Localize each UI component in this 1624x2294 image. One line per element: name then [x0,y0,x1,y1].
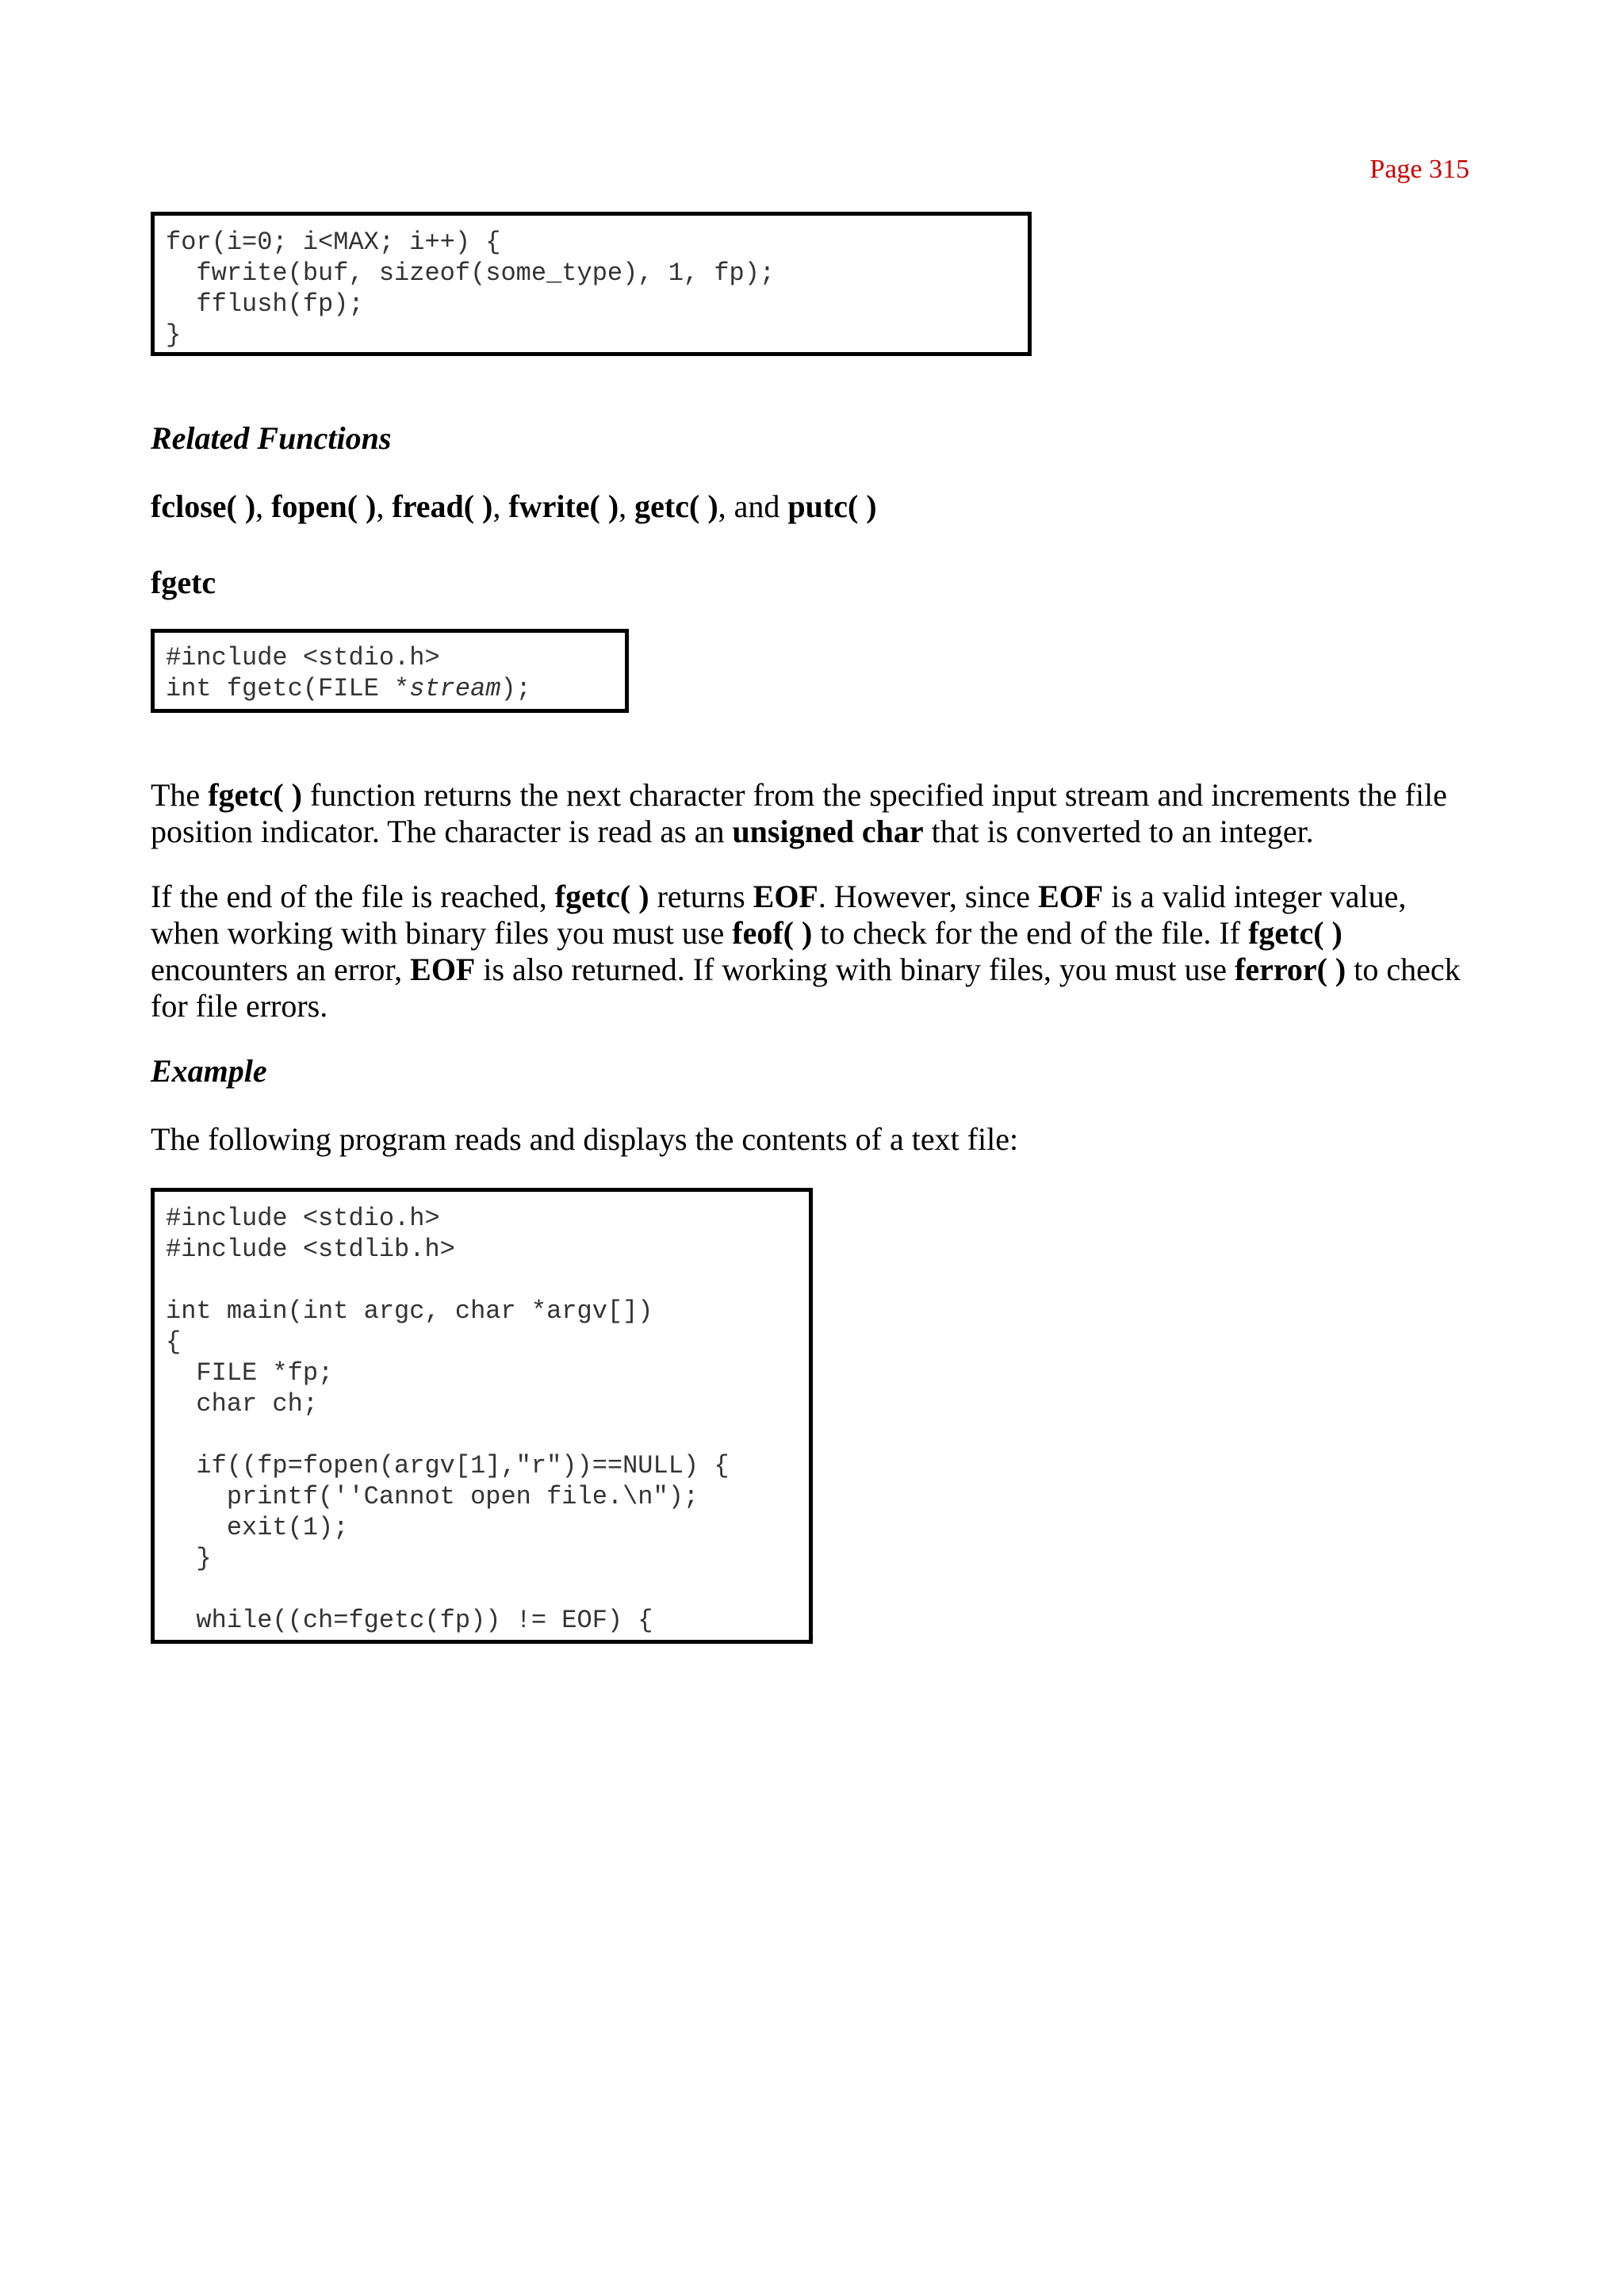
blank-line [166,1419,798,1450]
code-line: fflush(fp); [166,289,364,319]
text: . However, since [818,879,1039,914]
code-line: #include <stdio.h> [166,1204,440,1233]
function-ref: fgetc( ) [554,879,649,914]
separator: , [492,488,509,524]
code-line: } [166,320,182,350]
code-line: } [166,1544,212,1573]
text: function returns the next character from the specified input stream and increments the file position indicator. The character is read as an [151,777,1447,849]
function-ref: fwrite( ) [508,488,619,524]
code-text: int fgetc(FILE * [166,674,410,703]
code-line: exit(1); [166,1513,349,1542]
code-line: { [166,1327,182,1357]
related-functions-heading: Related Functions [151,420,392,456]
text: The [151,777,209,813]
function-ref: fgetc( ) [208,777,302,813]
function-ref: getc( ) [634,488,718,524]
function-ref: ferror( ) [1235,952,1346,987]
code-line: while((ch=fgetc(fp)) != EOF) { [166,1606,653,1635]
text: encounters an error, [151,952,411,987]
code-line: int main(int argc, char *argv[]) [166,1296,653,1326]
description-paragraph-1 [151,777,1469,850]
function-ref: feof( ) [732,915,813,951]
text: If the end of the file is reached, [151,879,555,914]
separator: , [619,488,635,524]
example-code-block [151,1188,813,1644]
text: is also returned. If working with binary files, you must use [475,952,1235,987]
text: to check for file errors. [151,952,1461,1024]
function-ref: fread( ) [392,488,493,524]
function-ref: putc( ) [787,488,877,524]
constant-ref: EOF [753,879,818,914]
code-line: #include <stdlib.h> [166,1235,455,1264]
constant-ref: EOF [410,952,476,987]
function-name-heading: fgetc [151,565,216,600]
code-line [166,673,614,704]
example-heading: Example [151,1053,267,1089]
blank-line [166,1265,798,1296]
type-ref: unsigned char [732,814,924,849]
code-line: char ch; [166,1389,319,1419]
related-functions-list [151,488,1469,525]
constant-ref: EOF [1038,879,1104,914]
code-line: #include <stdio.h> [166,643,440,672]
code-line: if((fp=fopen(argv[1],"r"))==NULL) { [166,1451,730,1480]
separator: , [255,488,272,524]
code-block-fwrite-loop [151,212,1032,356]
text: returns [649,879,753,914]
code-line: for(i=0; i<MAX; i++) { [166,228,501,257]
text: is a valid integer value, when working with binary files you must use [151,879,1407,951]
function-ref: fgetc( ) [1248,915,1342,951]
code-text: ); [500,674,531,703]
text: to check for the end of the file. If [812,915,1249,951]
example-intro: The following program reads and displays the contents of a text file: [151,1121,1019,1157]
function-ref: fopen( ) [271,488,377,524]
separator: , [376,488,393,524]
code-line: printf(''Cannot open file.\n"); [166,1482,699,1511]
blank-line [166,1574,798,1605]
parameter-name: stream [409,674,501,703]
page-number: Page 315 [1369,155,1469,184]
code-line: fwrite(buf, sizeof(some_type), 1, fp); [166,259,776,288]
text: that is converted to an integer. [923,814,1314,849]
separator: , and [718,488,788,524]
code-line: FILE *fp; [166,1358,334,1388]
description-paragraph-2 [151,879,1469,1024]
prototype-code-block [151,629,629,713]
function-ref: fclose( ) [151,488,256,524]
